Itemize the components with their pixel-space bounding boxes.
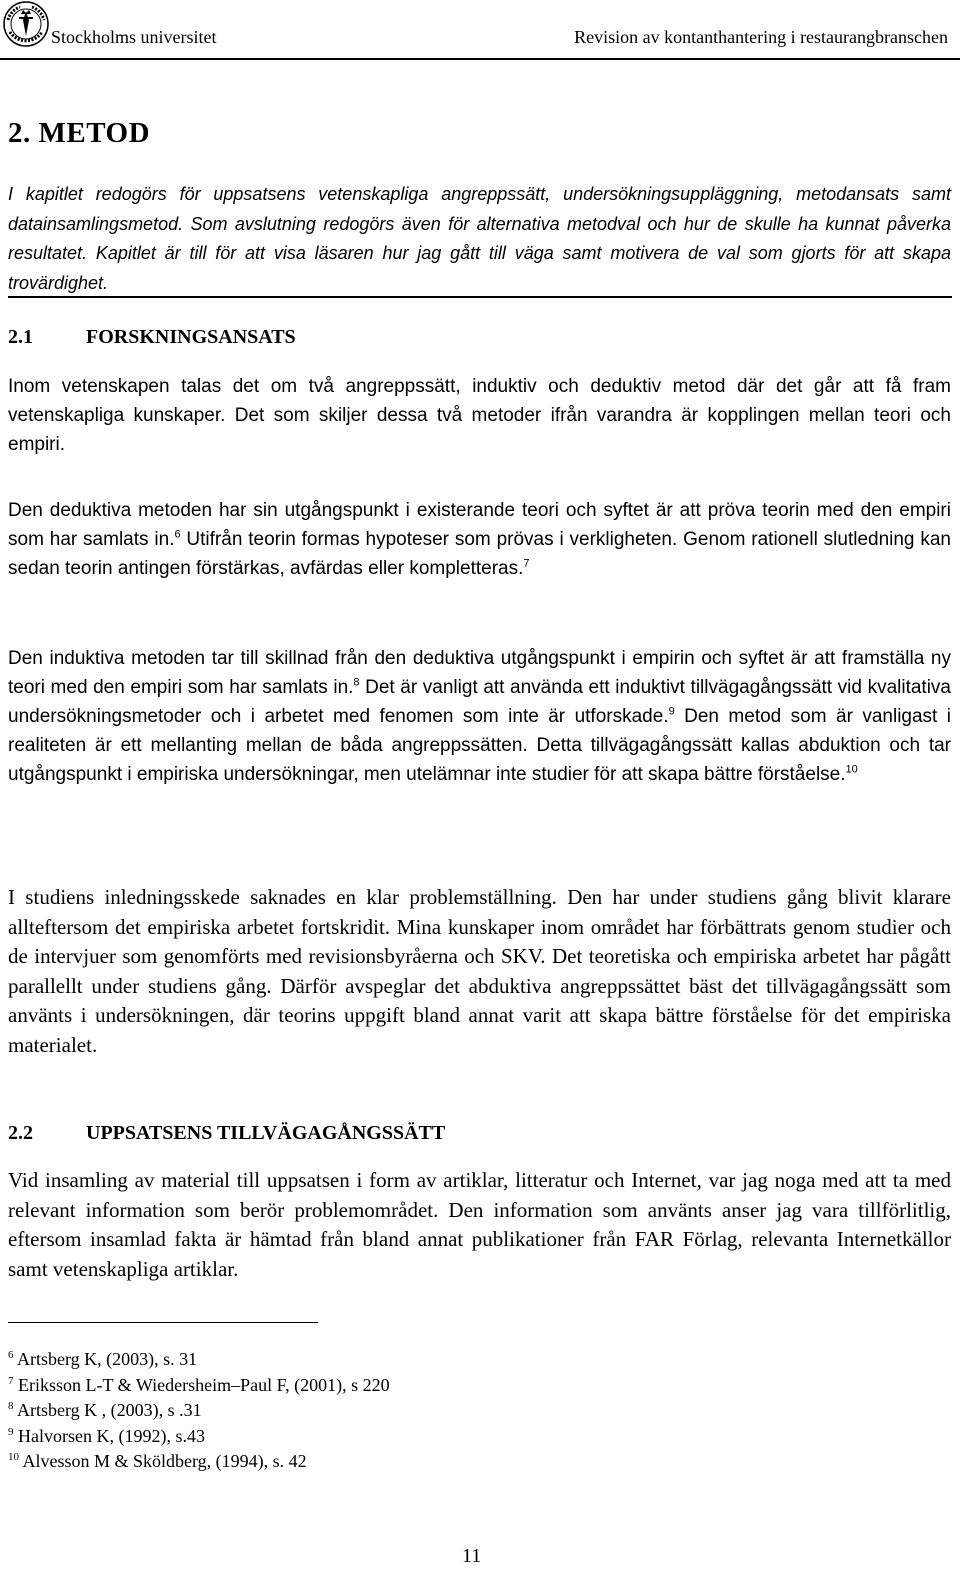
footnote-ref[interactable]: 10 (845, 763, 858, 776)
chapter-title: 2. METOD (8, 117, 151, 149)
footnote (8, 1347, 390, 1373)
paragraph: I studiens inledningsskede saknades en klar problemställning. Den har under studiens gång blivit klarare allteftersom det empiriska arbetet fortskridit. Mina kunskaper inom området har förbättrats genom studier och de intervjuer som genomförts med revisionsbyråerna och SKV. Det teoretiska och empiriska arbetet har pågått parallellt under studiens gång. Därför avspeglar det abduktiva angreppssättet bäst det tillvägagångssätt som använts i undersökningen, där teorins uppgift bland annat varit att skapa bättre förståelse för det empiriska materialet. (8, 885, 951, 1057)
footnote-number: 9 (8, 1425, 14, 1438)
paragraph-text: Utifrån teorin formas hypoteser som prövas i verkligheten. Genom rationell slutledning kan sedan teorin antingen förstärkas, avfärdas eller kompletteras. (8, 529, 951, 579)
university-seal-logo (2, 0, 50, 48)
section-heading-2-1 (8, 326, 296, 349)
footnote (8, 1398, 390, 1424)
footnote (8, 1449, 390, 1475)
section-title: UPPSATSENS TILLVÄGAGÅNGSSÄTT (86, 1122, 446, 1144)
footnote-text: Eriksson L-T & Wiedersheim–Paul F, (2001), s 220 (13, 1374, 390, 1395)
footnote (8, 1424, 390, 1450)
paragraph: Inom vetenskapen talas det om två angreppssätt, induktiv och deduktiv metod där det går att få fram vetenskapliga kunskaper. Det som skiljer dessa två metoder ifrån varandra är kopplingen mellan teori och empiri. (8, 376, 951, 455)
paragraph: Vid insamling av material till uppsatsen i form av artiklar, litteratur och Internet, var jag noga med att ta med relevant information som berör problemområdet. Den information som använts anser jag vara tillförlitlig, eftersom insamlad fakta är hämtad från bland annat publikationer från FAR Förlag, relevanta Internetkällor samt vetenskapliga artiklar. (8, 1168, 951, 1281)
footnote (8, 1373, 390, 1399)
page-number: 11 (462, 1545, 482, 1567)
paragraph (8, 496, 951, 583)
section-title: FORSKNINGSANSATS (86, 326, 296, 348)
intro-divider (8, 296, 952, 298)
footnote-ref[interactable]: 8 (353, 676, 360, 689)
section-heading-2-2 (8, 1122, 445, 1145)
header-divider (0, 58, 960, 60)
footnote-number: 8 (8, 1400, 14, 1412)
footnote-text: Artsberg K, (2003), s. 31 (13, 1349, 198, 1369)
footnote-text: Artsberg K , (2003), s .31 (13, 1400, 202, 1420)
section-number: 2.2 (8, 1122, 33, 1144)
paragraph-text: Den metod som är vanligast i realiteten är ett mellanting mellan de båda angreppssätten. Detta tillvägagångssätt kallas abduktion och tar utgångspunkt i empiriska undersökningar, men utelämnar inte studier för att skapa bättre förståelse. (8, 706, 951, 785)
paragraph-text: Den induktiva metoden tar till skillnad från den deduktiva utgångspunkt i empirin och syftet är att framställa ny teori med den empiri som har samlats in. (8, 648, 951, 698)
paragraph (8, 644, 951, 789)
footnote-text: Alvesson M & Sköldberg, (1994), s. 42 (19, 1451, 307, 1471)
footnote-ref[interactable]: 7 (523, 557, 530, 570)
paragraph-text: Den deduktiva metoden har sin utgångspunkt i existerande teori och syftet är att pröva teorin med den empiri som har samlats in. (8, 500, 951, 550)
footnote-ref[interactable]: 9 (668, 705, 675, 718)
section-number: 2.1 (8, 326, 33, 348)
footnote-number: 10 (8, 1451, 19, 1463)
footnote-text: Halvorsen K, (1992), s.43 (13, 1425, 205, 1446)
header-document-title: Revision av kontanthantering i restaurangbranschen (574, 27, 948, 47)
header-university: Stockholms universitet (51, 27, 217, 47)
footnotes (8, 1347, 390, 1475)
footnote-ref[interactable]: 6 (174, 528, 181, 541)
paragraph-text: Det är vanligt att använda ett induktivt tillvägagångssätt vid kvalitativa undersökningsmetoder och i arbetet med fenomen som inte är utforskade. (8, 677, 951, 727)
footnote-number: 6 (8, 1349, 14, 1361)
chapter-intro: I kapitlet redogörs för uppsatsens vetenskapliga angreppssätt, undersökningsuppläggning, metodansats samt datainsamlingsmetod. Som avslutning redogörs även för alternativa metodval och hur de skulle ha kunnat påverka resultatet. Kapitlet är till för att visa läsaren hur jag gått till väga samt motivera de val som gjorts för att skapa trovärdighet. (8, 184, 951, 293)
page-header (0, 0, 960, 66)
footnote-separator (8, 1322, 318, 1323)
footnote-number: 7 (8, 1374, 14, 1387)
